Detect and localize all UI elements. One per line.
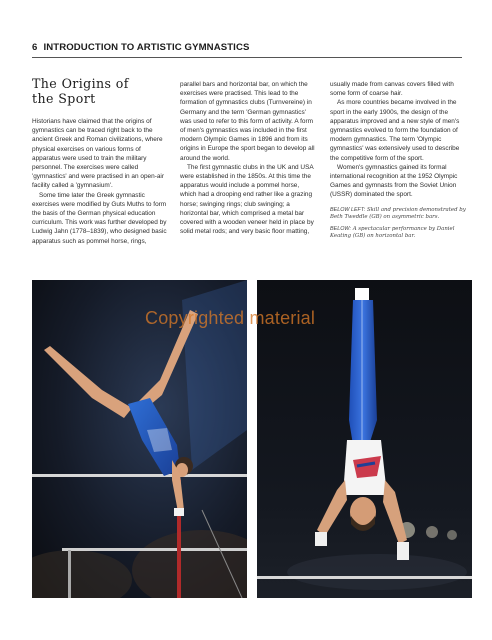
section-title-line-2: the Sport <box>32 91 96 106</box>
text-column-3 <box>330 80 466 241</box>
copyright-watermark: Copyrighted material <box>145 308 316 328</box>
paragraph: Historians have claimed that the origins of gymnastics can be traced right back to the ancient Greek and Roman civilizations, where physical exercises on various forms of apparatus were used to train the military personnel. The exercises were called 'gymnastics' and were practised in an open-air facility called a 'gymnasium'. <box>32 118 164 190</box>
paragraph: Some time later the Greek gymnastic exercises were modified by Guts Muths to form the basis of the German physical education curriculum. This work was further developed by Ludwig Jahn (1778–1839), who designed basic apparatus such as pommel horse, rings, <box>32 191 167 245</box>
text-column-2 <box>180 80 316 236</box>
page-number: 6 <box>32 42 38 53</box>
section-title-line-1: The Origins of <box>32 76 129 91</box>
paragraph: parallel bars and horizontal bar, on which the exercises were practised. This lead to the formation of gymnastics clubs (Turnvereine) in Germany and the term 'German gymnastics' was used to refer to this form of activity. A form of men's gymnastics was included in the first modern Olympic Games in 1896 and from its origins in Europe the sport began to develop all around the world. <box>180 81 315 162</box>
text-column-1 <box>32 117 168 246</box>
caption-text: Skill and precision demonstrated by Beth Tweddle (GB) on asymmetric bars. <box>330 206 466 221</box>
header-rule <box>32 57 462 58</box>
running-header <box>32 42 462 53</box>
caption-tag: BELOW LEFT: <box>330 206 366 213</box>
paragraph: The first gymnastic clubs in the UK and USA were established in the 1850s. At this time the apparatus would include a pommel horse, which had a drooping end rather like a grazing horse; swinging rings; club swinging; a horizontal bar, which comprised a metal bar covered with a wooden veneer held in place by solid metal rods; and very basic floor matting, <box>180 163 314 236</box>
photo-caption-right <box>330 226 466 241</box>
paragraph: Women's gymnastics gained its formal international recognition at the 1952 Olympic Games and gymnasts from the Soviet Union (USSR) dominated the sport. <box>330 163 458 199</box>
photo-caption-left <box>330 207 466 222</box>
caption-text: A spectacular performance by Daniel Keating (GB) on horizontal bar. <box>330 225 455 240</box>
paragraph: As more countries became involved in the sport in the early 1900s, the design of the apparatus improved and a new style of men's gymnastics evolved to form the foundation of modern gymnastics. The term 'Olympic gymnastics' was extensively used to describe the competitive form of the sport. <box>330 99 460 162</box>
caption-tag: BELOW: <box>330 225 351 232</box>
paragraph: usually made from canvas covers filled with some form of coarse hair. <box>330 81 454 98</box>
section-title <box>32 76 172 106</box>
chapter-title: INTRODUCTION TO ARTISTIC GYMNASTICS <box>43 42 250 53</box>
